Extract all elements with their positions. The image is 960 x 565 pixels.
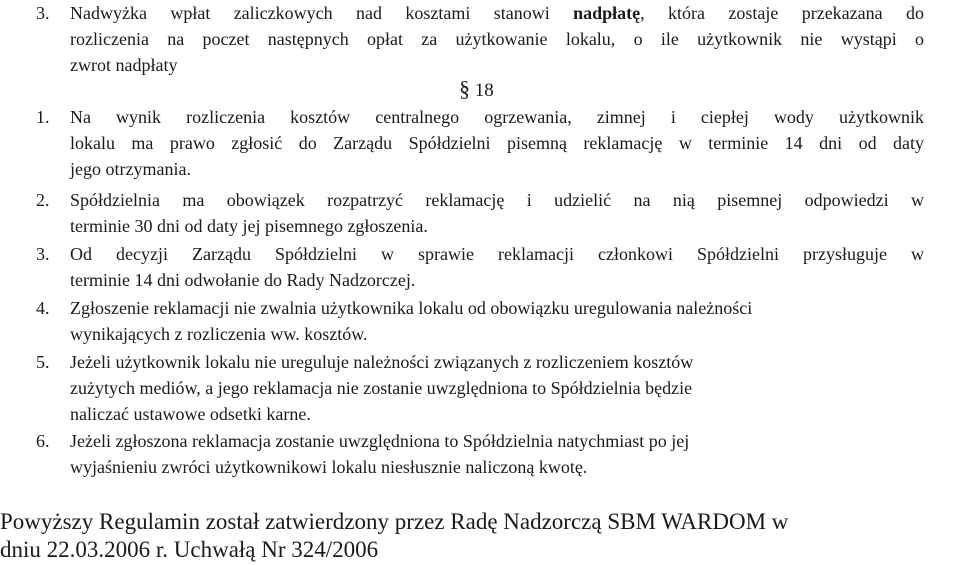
- text-line: terminie 30 dni od daty jej pisemnego zgłoszenia.: [70, 216, 428, 236]
- text-line: terminie 14 dni odwołanie do Rady Nadzorczej.: [70, 270, 416, 290]
- text-fragment: , która zostaje przekazana do: [640, 3, 925, 23]
- list-item-5: [36, 349, 960, 427]
- closing-line: Powyższy Regulamin został zatwierdzony przez Radę Nadzorczą SBM WARDOM w: [0, 509, 789, 534]
- list-item-number: 5.: [36, 352, 50, 372]
- section-heading: [459, 78, 494, 102]
- list-item-number: 2.: [36, 190, 50, 210]
- closing-statement: [0, 508, 960, 564]
- section-symbol: §: [459, 76, 470, 101]
- text-line: [70, 0, 924, 26]
- list-item-text: [70, 428, 924, 480]
- text-line: Jeżeli zgłoszona reklamacja zostanie uwzględniona to Spółdzielnia natychmiast po jej: [70, 431, 690, 451]
- text-line: rozliczenia na poczet następnych opłat za użytkowanie lokalu, o ile użytkownik nie wystąpi o: [70, 29, 924, 49]
- text-fragment: Nadwyżka wpłat zaliczkowych nad kosztami stanowi: [70, 3, 574, 23]
- text-line: Zgłoszenie reklamacji nie zwalnia użytkownika lokalu od obowiązku uregulowania należności: [70, 298, 753, 318]
- text-line: Jeżeli użytkownik lokalu nie ureguluje należności związanych z rozliczeniem kosztów: [70, 352, 694, 372]
- bold-term: nadpłatę: [573, 3, 641, 23]
- section-number: 18: [474, 80, 494, 101]
- list-item-prev-3: [36, 0, 960, 78]
- text-line: wynikających z rozliczenia ww. kosztów.: [70, 324, 368, 344]
- list-item-1: [36, 104, 960, 182]
- text-line: zużytych mediów, a jego reklamacja nie zostanie uwzględniona to Spółdzielnia będzie: [70, 378, 693, 398]
- text-line: jego otrzymania.: [70, 159, 191, 179]
- text-line: naliczać ustawowe odsetki karne.: [70, 404, 311, 424]
- list-item-6: [36, 428, 960, 480]
- list-item-2: [36, 187, 960, 239]
- text-line: Spółdzielnia ma obowiązek rozpatrzyć reklamację i udzielić na nią pisemnej odpowiedzi w: [70, 190, 924, 210]
- list-item-text: [70, 0, 924, 78]
- list-item-number: 6.: [36, 431, 50, 451]
- text-line: Na wynik rozliczenia kosztów centralnego ogrzewania, zimnej i ciepłej wody użytkownik: [70, 107, 924, 127]
- list-item-text: [70, 241, 924, 293]
- list-item-number: 4.: [36, 298, 50, 318]
- list-item-text: [70, 295, 924, 347]
- list-item-number: 1.: [36, 107, 50, 127]
- list-item-text: [70, 187, 924, 239]
- list-item-3: [36, 241, 960, 293]
- closing-line: dniu 22.03.2006 r. Uchwałą Nr 324/2006: [0, 537, 379, 562]
- list-item-number: 3.: [36, 244, 50, 264]
- list-item-number: 3.: [36, 3, 50, 23]
- text-line: Od decyzji Zarządu Spółdzielni w sprawie reklamacji członkowi Spółdzielni przysługuje w: [70, 244, 924, 264]
- text-line: lokalu ma prawo zgłosić do Zarządu Spółdzielni pisemną reklamację w terminie 14 dni od daty: [70, 133, 924, 153]
- list-item-text: [70, 349, 924, 427]
- list-item-4: [36, 295, 960, 347]
- text-line: wyjaśnieniu zwróci użytkownikowi lokalu niesłusznie naliczoną kwotę.: [70, 457, 588, 477]
- list-item-text: [70, 104, 924, 182]
- text-line: zwrot nadpłaty: [70, 55, 178, 75]
